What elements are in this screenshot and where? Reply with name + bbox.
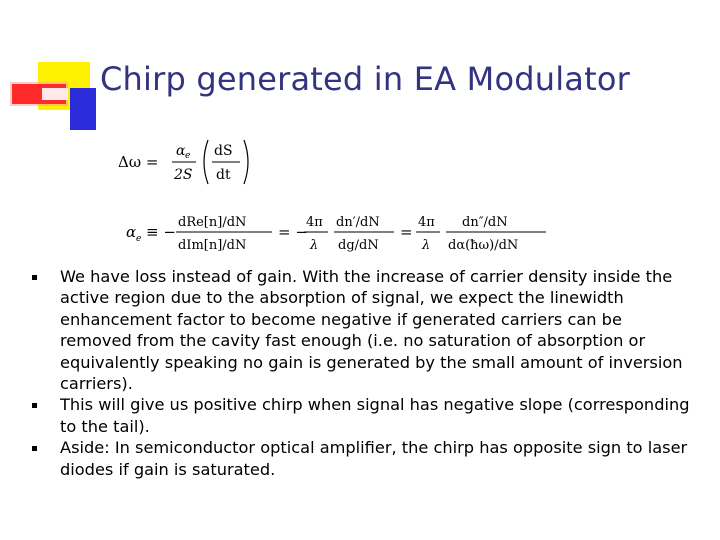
equation-chirp [118,136,278,188]
eq2-lhs: α [126,223,137,241]
bullet-square-icon [32,403,37,408]
bullet-item [30,266,690,394]
eq1-deriv-num: dS [214,143,233,159]
eq2-eq-a: = − [278,223,308,241]
eq2-f5-den: dα(ħω)/dN [448,238,519,253]
eq1-coef-num-sub: e [185,151,191,161]
eq2-f3-num: dn′/dN [336,215,380,230]
eq1-coef-num: α [176,143,186,159]
eq2-f2-num: 4π [306,215,323,230]
slide-title: Chirp generated in EA Modulator [100,60,630,98]
eq1-coef-den: 2S [174,167,193,183]
eq2-f5-num: dn″/dN [462,215,508,230]
eq2-f1-den: dIm[n]/dN [178,238,247,253]
eq2-f4-den: λ [422,238,431,253]
eq1-paren-left [204,140,208,184]
eq1-deriv-den: dt [216,167,231,183]
bullet-text: Aside: In semiconductor optical amplifier, the chirp has opposite sign to laser diodes if gain is saturated. [60,438,688,479]
bullet-list [30,266,690,480]
eq2-f4-num: 4π [418,215,435,230]
bullet-square-icon [32,446,37,451]
decor-highlight [42,88,68,100]
equation-linewidth-factor [124,208,564,258]
bullet-text: We have loss instead of gain. With the increase of carrier density inside the active region due to the absorption of signal, we expect the linewidth enhancement factor to become negative if generated carriers can be removed from the cavity fast enough (i.e. no saturation of absorption or equivalently speaking no gain is generated by the small amount of inversion carriers). [60,267,683,394]
bullet-square-icon [32,275,37,280]
eq2-eq-b: = [400,223,413,241]
eq1-lhs: Δω = [118,153,159,171]
eq1-paren-right [244,140,248,184]
eq2-lhs-sub: e [136,234,142,244]
decor-blue-bar [70,88,96,130]
eq2-def: ≡ − [146,223,176,241]
eq2-f1-num: dRe[n]/dN [178,215,247,230]
bullet-item [30,394,690,437]
bullet-text: This will give us positive chirp when signal has negative slope (corresponding to the tail). [60,395,690,436]
eq2-f3-den: dg/dN [338,238,379,253]
eq2-f2-den: λ [310,238,319,253]
bullet-item [30,437,690,480]
